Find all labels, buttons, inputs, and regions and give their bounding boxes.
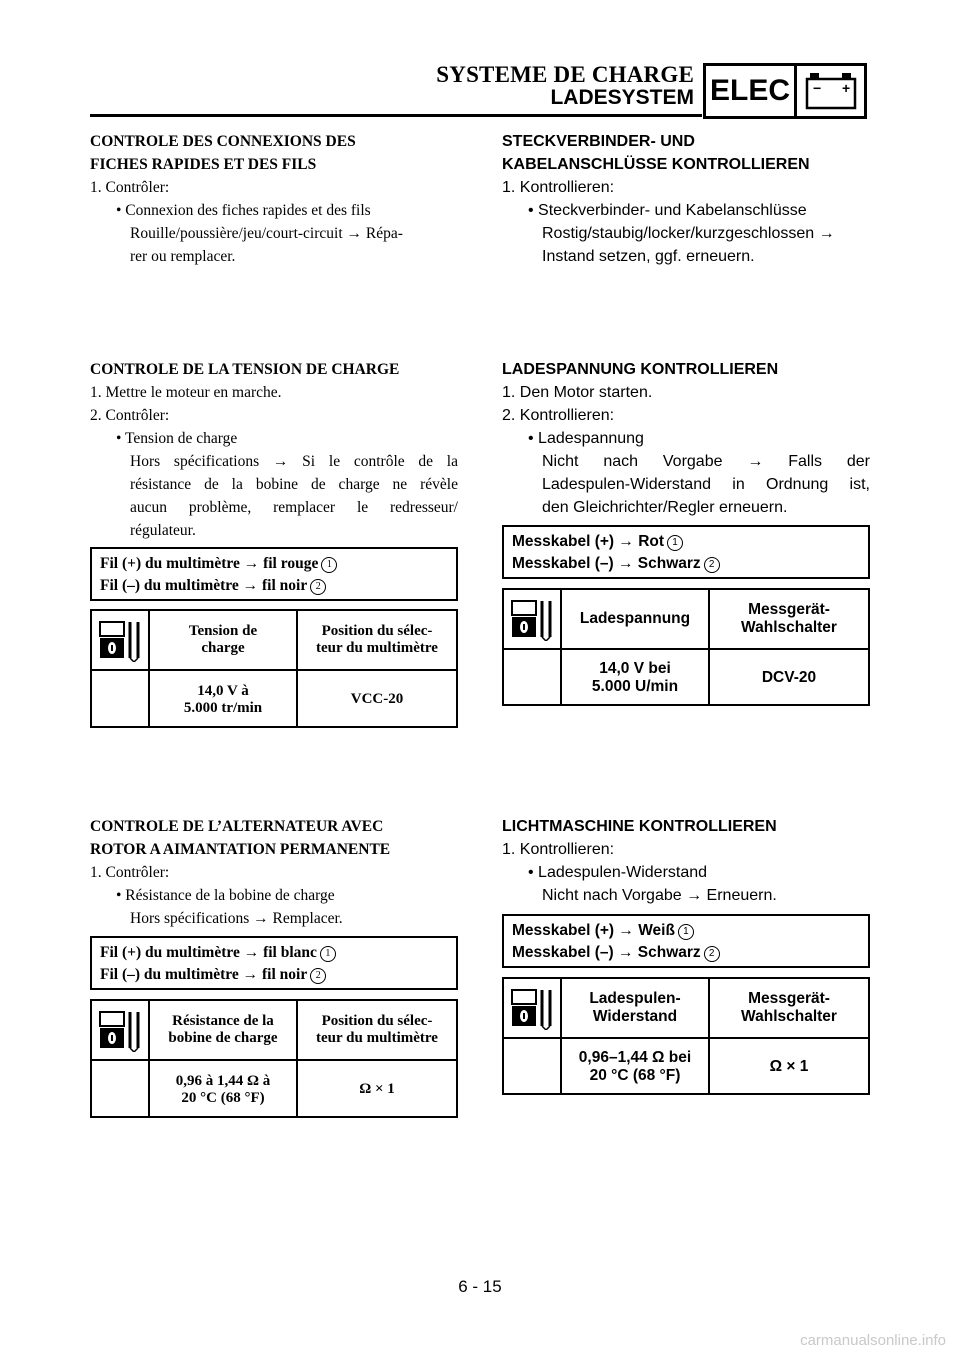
fr-s2-lead-box [90,547,458,601]
multimeter-icon [92,611,150,669]
fr-s3-box-line-2: Fil (–) du multimètre → fil noir [100,966,308,983]
de-section-alternator [502,815,870,907]
de-s3-bullet-1: • Ladespulen-Widerstand [528,864,708,881]
fr-s1-bullet-1: • Connexion des fiches rapides et des fils [116,202,371,219]
header-text: Résistance de la [172,1013,274,1029]
fr-s2-step-1: 1. Mettre le moteur en marche. [90,384,282,401]
de-s1-step-1: 1. Kontrollieren: [502,179,615,196]
fr-s2-box-line-2: Fil (–) du multimètre → fil noir [100,577,308,594]
fr-s3-step-1: 1. Contrôler: [90,864,170,881]
fr-s2-box-line-1: Fil (+) du multimètre → fil rouge [100,555,319,572]
de-s1-heading-1: STECKVERBINDER- UND [502,133,695,150]
fr-s3-bullet-1: • Résistance de la bobine de charge [116,887,335,904]
fr-s2-line-4: régulateur. [130,522,196,539]
table-header-cell [562,979,710,1037]
de-s2-line-3: den Gleichrichter/Regler erneuern. [542,499,788,516]
header-title-fr: SYSTEME DE CHARGE [436,62,694,87]
fr-s2-spec-table [90,609,458,728]
cell-text: 0,96 à 1,44 Ω à [175,1072,271,1089]
table-cell-empty [92,671,150,728]
de-s3-box-line-2: Messkabel (–) → Schwarz [512,944,701,961]
fr-s1-step-1: 1. Contrôler: [90,179,170,196]
circled-number-2: 2 [704,557,720,573]
de-s3-step-1: 1. Kontrollieren: [502,841,615,858]
de-s2-step-2: 2. Kontrollieren: [502,407,615,424]
table-row [504,650,868,706]
de-s2-line-2: Ladespulen-Widerstand in Ordnung ist, [542,476,870,493]
fr-s3-heading-1: CONTROLE DE L’ALTERNATEUR AVEC [90,818,384,835]
circled-number-1: 1 [321,557,337,573]
de-section-charge-voltage [502,358,870,519]
fr-s1-line-1: Rouille/poussière/jeu/court-circuit → Répa- [130,225,403,242]
cell-text: 5.000 U/min [591,678,679,695]
fr-section-alternator [90,815,458,930]
de-s1-bullet-1: • Steckverbinder- und Kabelanschlüsse [528,202,807,219]
cell-text: 0,96–1,44 Ω bei [578,1049,692,1066]
table-header-row [92,1001,456,1061]
fr-s2-step-2: 2. Contrôler: [90,407,170,424]
circled-number-2: 2 [310,579,326,595]
de-s2-heading: LADESPANNUNG KONTROLLIEREN [502,361,779,378]
de-s3-line-1: Nicht nach Vorgabe → Erneuern. [542,887,777,904]
de-s2-box-line-1: Messkabel (+) → Rot [512,533,665,550]
table-cell-empty [504,650,562,706]
cell-text: 5.000 tr/min [183,699,263,716]
circled-number-2: 2 [310,968,326,984]
header-text: Position du sélec- [321,1013,433,1029]
fr-s3-line-1: Hors spécifications → Remplacer. [130,910,343,927]
fr-s3-heading-2: ROTOR A AIMANTATION PERMANENTE [90,841,391,858]
header-text: teur du multimètre [316,640,438,656]
header-text: bobine de charge [168,1030,278,1046]
de-s2-bullet-1: • Ladespannung [528,430,644,447]
header-text: Messgerät- [748,601,830,618]
table-cell [150,671,298,728]
circled-number-1: 1 [320,946,336,962]
table-cell [562,1039,710,1095]
header-text: Messgerät- [748,990,830,1007]
elec-badge-label: ELEC [706,66,797,116]
fr-s3-box-line-1: Fil (+) du multimètre → fil blanc [100,944,317,961]
table-header-cell [710,590,868,648]
svg-text:+: + [841,80,850,96]
table-header-cell [298,611,456,669]
table-header-cell [150,611,298,669]
table-cell-empty [92,1061,150,1118]
fr-s1-line-2: rer ou remplacer. [130,248,236,265]
fr-section-connections [90,130,458,268]
header-text: Wahlschalter [741,619,837,636]
table-cell [150,1061,298,1118]
header-text: Wahlschalter [741,1008,837,1025]
table-header-row [504,979,868,1039]
header-text: Ladespulen- [589,990,681,1007]
table-cell: Ω × 1 [769,1058,809,1075]
fr-s3-spec-table [90,999,458,1118]
fr-s2-line-2: résistance de la bobine de charge ne révèle [130,476,458,493]
de-s3-spec-table [502,977,870,1095]
circled-number-1: 1 [667,535,683,551]
section-badge [703,63,867,119]
table-header-row [504,590,868,650]
cell-text: 20 °C (68 °F) [181,1089,265,1106]
fr-s2-line-1: Hors spécifications → Si le contrôle de la [130,453,458,470]
table-row [504,1039,868,1095]
table-header-cell [710,979,868,1037]
de-s1-line-2: Instand setzen, ggf. erneuern. [542,248,755,265]
de-section-connections [502,130,870,268]
fr-s2-line-3: aucun problème, remplacer le redresseur/ [130,499,458,516]
table-cell: VCC-20 [350,691,404,707]
battery-icon [797,66,864,116]
table-row [92,1061,456,1118]
header-rule [90,114,702,117]
table-header-cell: Ladespannung [562,590,710,648]
circled-number-1: 1 [678,924,694,940]
table-cell: Ω × 1 [359,1081,395,1097]
header-text: teur du multimètre [316,1030,438,1046]
header-text: Tension de [188,623,258,639]
multimeter-icon [504,590,562,648]
de-s3-heading: LICHTMASCHINE KONTROLLIEREN [502,818,777,835]
de-s2-step-1: 1. Den Motor starten. [502,384,653,401]
header-text: Position du sélec- [321,623,433,639]
de-s2-lead-box [502,525,870,579]
fr-s3-lead-box [90,936,458,990]
table-cell [562,650,710,706]
table-header-row [92,611,456,671]
watermark-link[interactable]: carmanualsonline.info [800,1332,946,1349]
multimeter-icon [92,1001,150,1059]
de-s2-line-1: Nicht nach Vorgabe → Falls der [542,453,870,470]
cell-text: 14,0 V à [197,682,249,699]
fr-s1-heading-1: CONTROLE DES CONNEXIONS DES [90,133,356,150]
page-number: 6 - 15 [458,1277,502,1296]
header-text: Widerstand [592,1008,678,1025]
table-header-cell [150,1001,298,1059]
de-s3-box-line-1: Messkabel (+) → Weiß [512,922,675,939]
circled-number-2: 2 [704,946,720,962]
fr-s2-heading: CONTROLE DE LA TENSION DE CHARGE [90,361,400,378]
de-s1-heading-2: KABELANSCHLÜSSE KONTROLLIEREN [502,156,810,173]
cell-text: 14,0 V bei [599,660,671,677]
svg-text:−: − [812,80,821,96]
table-row [92,671,456,728]
table-cell-empty [504,1039,562,1095]
table-cell: DCV-20 [761,669,817,686]
fr-s1-heading-2: FICHES RAPIDES ET DES FILS [90,156,317,173]
multimeter-icon [504,979,562,1037]
de-s1-line-1: Rostig/staubig/locker/kurzgeschlossen → [542,225,835,242]
de-s2-spec-table [502,588,870,706]
header-text: charge [201,640,245,656]
table-header-cell [298,1001,456,1059]
fr-s2-bullet-1: • Tension de charge [116,430,238,447]
cell-text: 20 °C (68 °F) [589,1067,681,1084]
header-title-de: LADESYSTEM [550,86,694,109]
de-s3-lead-box [502,914,870,968]
fr-section-charge-voltage [90,358,458,542]
de-s2-box-line-2: Messkabel (–) → Schwarz [512,555,701,572]
